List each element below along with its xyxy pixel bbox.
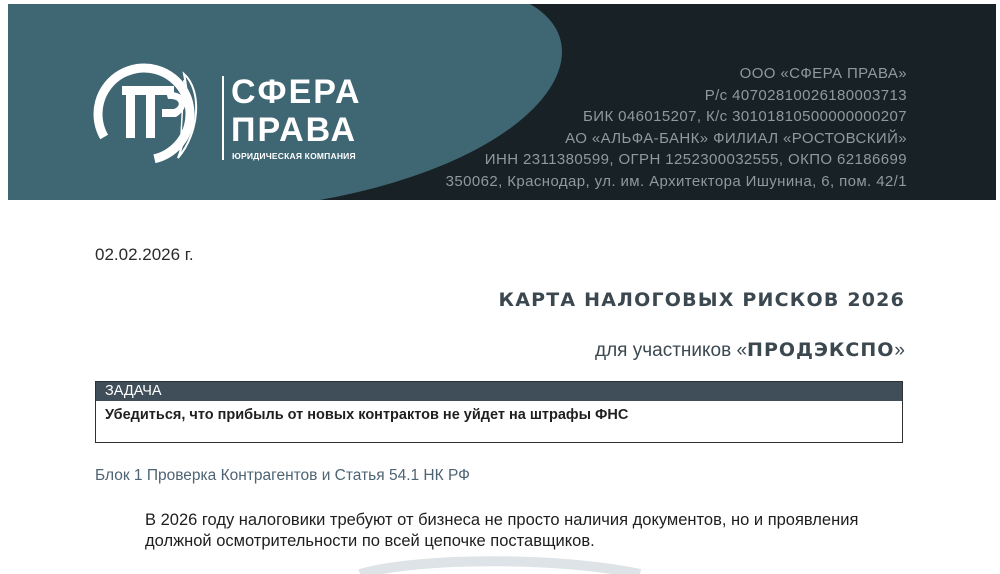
- block-title: Блок 1 Проверка Контрагентов и Статья 54.1 НК РФ: [95, 467, 470, 484]
- brand-name-line1: СФЕРА: [231, 73, 362, 111]
- document-title: КАРТА НАЛОГОВЫХ РИСКОВ 2026: [498, 289, 905, 311]
- task-box: [95, 381, 903, 443]
- brand-name-line2: ПРАВА: [231, 111, 358, 149]
- company-requisites: [446, 63, 907, 192]
- requisites-line: Р/с 40702810026180003713: [704, 86, 907, 104]
- paragraph-line: должной осмотрительности по всей цепочке поставщиков.: [145, 532, 595, 550]
- logo-emblem-icon: [92, 62, 210, 172]
- requisites-line: БИК 046015207, К/с 30101810500000000207: [583, 108, 907, 125]
- requisites-line: ООО «СФЕРА ПРАВА»: [739, 65, 907, 82]
- subtitle-prefix: для участников: [594, 340, 737, 361]
- requisites-line: АО «АЛЬФА-БАНК» ФИЛИАЛ «РОСТОВСКИЙ»: [565, 129, 907, 147]
- letterhead-banner: [0, 0, 1000, 215]
- brand-tagline: ЮРИДИЧЕСКАЯ КОМПАНИЯ: [232, 151, 356, 161]
- logo-divider: [222, 76, 224, 160]
- task-text: Убедиться, что прибыль от новых контрактов не уйдет на штрафы ФНС: [105, 407, 629, 423]
- task-heading: ЗАДАЧА: [96, 382, 902, 401]
- document-date: 02.02.2026 г.: [95, 245, 194, 264]
- paragraph-line: В 2026 году налоговики требуют от бизнеса не просто наличия документов, но и проявления: [145, 511, 859, 529]
- requisites-line: 350062, Краснодар, ул. им. Архитектора Ишунина, 6, пом. 42/1: [445, 172, 907, 190]
- subtitle-open-quote: «: [736, 340, 748, 361]
- subtitle-close-quote: »: [894, 340, 905, 361]
- requisites-line: ИНН 2311380599, ОГРН 1252300032555, ОКПО 62186699: [484, 151, 907, 168]
- subtitle-company-name: ПРОДЭКСПО: [747, 339, 895, 361]
- document-subtitle: [595, 339, 905, 362]
- decorative-bottom-arc: [0, 545, 1000, 574]
